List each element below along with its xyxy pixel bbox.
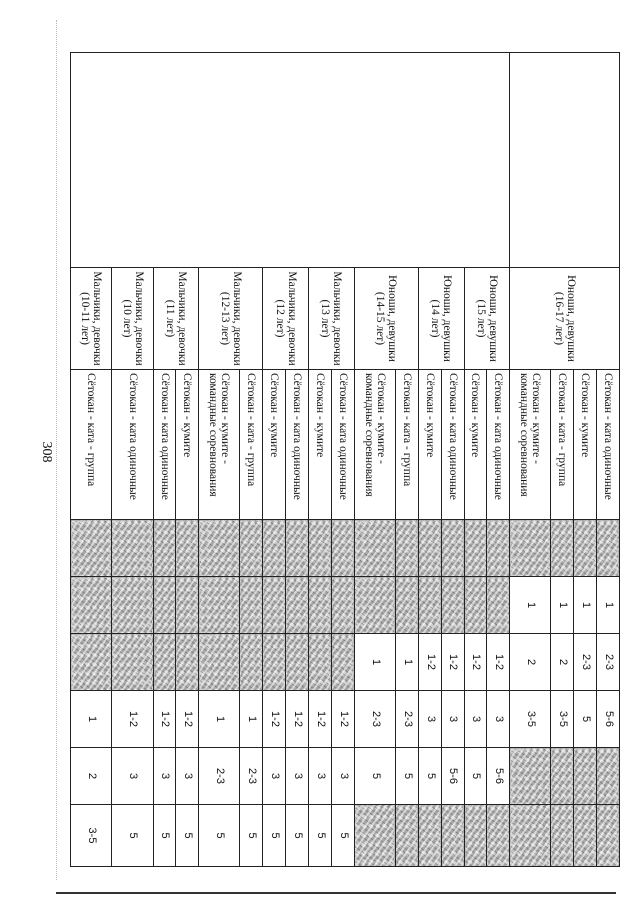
- value-cell: 1-2: [286, 691, 309, 748]
- value-cell: [240, 577, 263, 634]
- value-cell: 3: [263, 748, 286, 805]
- value-cell: 3-5: [71, 805, 112, 867]
- value-cell: 5-6: [597, 691, 620, 748]
- discipline: Сётокан - кумите: [418, 370, 441, 520]
- value-cell: 1: [354, 634, 395, 691]
- discipline: Сётокан - кумите: [574, 370, 597, 520]
- value-cell: [395, 520, 418, 577]
- value-cell: 1-2: [263, 691, 286, 748]
- value-cell: [71, 577, 112, 634]
- value-cell: [153, 634, 176, 691]
- discipline: Сётокан - ката - группа: [395, 370, 418, 520]
- age-category: Мальчики, девочки (11 лет): [153, 268, 199, 370]
- value-cell: [510, 748, 551, 805]
- value-cell: [286, 634, 309, 691]
- discipline: Сётокан - ката - группа: [71, 370, 112, 520]
- value-cell: 3: [441, 691, 464, 748]
- value-cell: 3-5: [510, 691, 551, 748]
- value-cell: [286, 520, 309, 577]
- value-cell: 2-3: [597, 634, 620, 691]
- value-cell: [176, 520, 199, 577]
- value-cell: 3: [112, 748, 153, 805]
- value-cell: [331, 634, 354, 691]
- value-cell: [112, 634, 153, 691]
- value-cell: [395, 805, 418, 867]
- value-cell: [597, 805, 620, 867]
- value-cell: 5: [309, 805, 332, 867]
- value-cell: 1-2: [441, 634, 464, 691]
- discipline: Сётокан - ката одиночные: [153, 370, 176, 520]
- value-cell: [354, 577, 395, 634]
- value-cell: [487, 805, 510, 867]
- value-cell: [263, 577, 286, 634]
- value-cell: [263, 634, 286, 691]
- value-cell: 1: [199, 691, 240, 748]
- value-cell: 1-2: [112, 691, 153, 748]
- value-cell: 5: [464, 748, 487, 805]
- value-cell: [153, 577, 176, 634]
- value-cell: 2: [551, 634, 574, 691]
- value-cell: [71, 520, 112, 577]
- age-category: Юноши, девушки (16-17 лет): [510, 268, 620, 370]
- value-cell: [551, 805, 574, 867]
- value-cell: [395, 577, 418, 634]
- value-cell: [240, 520, 263, 577]
- value-cell: 5-6: [487, 748, 510, 805]
- age-category: Юноши, девушки (14-15 лет): [354, 268, 418, 370]
- value-cell: [199, 577, 240, 634]
- empty-cell: [71, 53, 510, 268]
- value-cell: 3: [309, 748, 332, 805]
- value-cell: 3-5: [551, 691, 574, 748]
- discipline: Сётокан - ката - группа: [551, 370, 574, 520]
- value-cell: [309, 577, 332, 634]
- value-cell: 1-2: [309, 691, 332, 748]
- value-cell: [309, 634, 332, 691]
- value-cell: 5-6: [441, 748, 464, 805]
- value-cell: [441, 520, 464, 577]
- age-category: Юноши, девушки (14 лет): [418, 268, 464, 370]
- value-cell: 1: [395, 634, 418, 691]
- value-cell: [574, 520, 597, 577]
- bottom-rule: [56, 892, 616, 894]
- age-category: Мальчики, девочки (13 лет): [309, 268, 355, 370]
- discipline: Сётокан - ката одиночные: [112, 370, 153, 520]
- margin-guide: [56, 20, 57, 880]
- value-cell: 1-2: [153, 691, 176, 748]
- value-cell: [263, 520, 286, 577]
- value-cell: [551, 520, 574, 577]
- value-cell: [309, 520, 332, 577]
- value-cell: [574, 748, 597, 805]
- value-cell: [418, 805, 441, 867]
- discipline: Сётокан - ката одиночные: [331, 370, 354, 520]
- age-category: Юноши, девушки (15 лет): [464, 268, 510, 370]
- value-cell: [112, 577, 153, 634]
- rotated-table-container: [70, 52, 620, 866]
- value-cell: [176, 577, 199, 634]
- value-cell: [487, 577, 510, 634]
- page-number: 308: [39, 441, 54, 463]
- value-cell: 5: [574, 691, 597, 748]
- discipline: Сётокан - кумите: [263, 370, 286, 520]
- value-cell: [331, 520, 354, 577]
- value-cell: 3: [286, 748, 309, 805]
- table-row: [597, 53, 620, 867]
- value-cell: 5: [286, 805, 309, 867]
- discipline: Сётокан - ката одиночные: [441, 370, 464, 520]
- value-cell: 1-2: [464, 634, 487, 691]
- value-cell: 5: [240, 805, 263, 867]
- value-cell: 5: [418, 748, 441, 805]
- value-cell: [240, 634, 263, 691]
- value-cell: 5: [112, 805, 153, 867]
- age-category: Мальчики, девочки (12-13 лет): [199, 268, 263, 370]
- discipline: Сётокан - кумите - командные соревнования: [199, 370, 240, 520]
- value-cell: 2-3: [395, 691, 418, 748]
- value-cell: 1: [71, 691, 112, 748]
- value-cell: [354, 520, 395, 577]
- value-cell: [441, 577, 464, 634]
- value-cell: 5: [199, 805, 240, 867]
- value-cell: [551, 748, 574, 805]
- value-cell: 1: [551, 577, 574, 634]
- discipline: Сётокан - ката одиночные: [286, 370, 309, 520]
- value-cell: [331, 577, 354, 634]
- value-cell: 3: [487, 691, 510, 748]
- value-cell: 1-2: [487, 634, 510, 691]
- sport-ranks-table: [70, 52, 620, 867]
- value-cell: 5: [395, 748, 418, 805]
- value-cell: 5: [153, 805, 176, 867]
- value-cell: 3: [464, 691, 487, 748]
- value-cell: 5: [176, 805, 199, 867]
- value-cell: 2: [510, 634, 551, 691]
- value-cell: [418, 577, 441, 634]
- age-category: Мальчики, девочки (12 лет): [263, 268, 309, 370]
- discipline: Сётокан - кумите: [309, 370, 332, 520]
- value-cell: [597, 520, 620, 577]
- value-cell: [574, 805, 597, 867]
- value-cell: [464, 520, 487, 577]
- value-cell: [510, 805, 551, 867]
- discipline: Сётокан - ката - группа: [240, 370, 263, 520]
- discipline: Сётокан - кумите: [176, 370, 199, 520]
- value-cell: [199, 520, 240, 577]
- value-cell: [441, 805, 464, 867]
- value-cell: 3: [331, 748, 354, 805]
- value-cell: [199, 634, 240, 691]
- value-cell: 2-3: [354, 691, 395, 748]
- table-body: [71, 53, 620, 867]
- value-cell: 1: [510, 577, 551, 634]
- value-cell: 3: [153, 748, 176, 805]
- value-cell: [176, 634, 199, 691]
- value-cell: [464, 805, 487, 867]
- discipline: Сётокан - кумите: [464, 370, 487, 520]
- age-category: Мальчики, девочки (10-11 лет): [71, 268, 112, 370]
- value-cell: 1: [574, 577, 597, 634]
- value-cell: 2-3: [574, 634, 597, 691]
- value-cell: [597, 748, 620, 805]
- discipline: Сётокан - кумите - командные соревнования: [354, 370, 395, 520]
- value-cell: [354, 805, 395, 867]
- value-cell: [286, 577, 309, 634]
- table-row: [487, 53, 510, 867]
- value-cell: [418, 520, 441, 577]
- value-cell: [112, 520, 153, 577]
- value-cell: 1: [597, 577, 620, 634]
- discipline: Сётокан - ката одиночные: [487, 370, 510, 520]
- value-cell: 1-2: [331, 691, 354, 748]
- value-cell: 5: [263, 805, 286, 867]
- value-cell: [71, 634, 112, 691]
- value-cell: 3: [418, 691, 441, 748]
- value-cell: 1-2: [176, 691, 199, 748]
- value-cell: 3: [176, 748, 199, 805]
- value-cell: 5: [354, 748, 395, 805]
- value-cell: [487, 520, 510, 577]
- empty-cell: [510, 53, 620, 268]
- value-cell: 2-3: [199, 748, 240, 805]
- value-cell: [464, 577, 487, 634]
- value-cell: 2: [71, 748, 112, 805]
- discipline: Сётокан - ката одиночные: [597, 370, 620, 520]
- value-cell: [510, 520, 551, 577]
- discipline: Сётокан - кумите - командные соревнования: [510, 370, 551, 520]
- value-cell: 5: [331, 805, 354, 867]
- age-category: Мальчики, девочки (10 лет): [112, 268, 153, 370]
- value-cell: 1-2: [418, 634, 441, 691]
- value-cell: [153, 520, 176, 577]
- value-cell: 1: [240, 691, 263, 748]
- value-cell: 2-3: [240, 748, 263, 805]
